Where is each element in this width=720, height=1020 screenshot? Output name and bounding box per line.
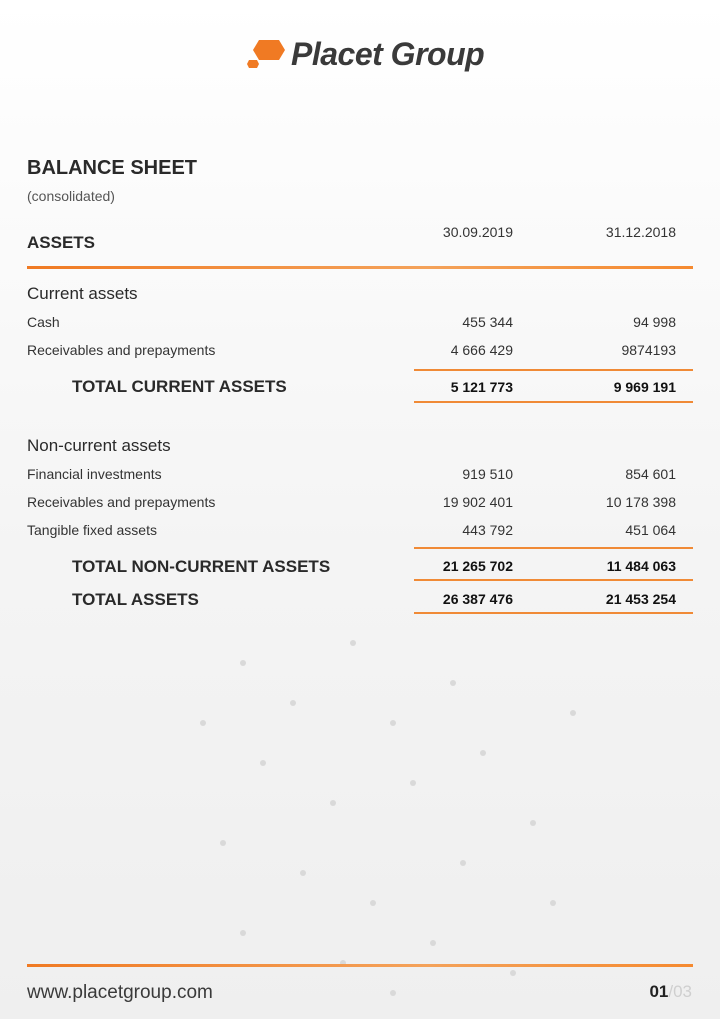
cell-tangible-assets-2018: 451 064 xyxy=(625,522,676,538)
row-label-receivables: Receivables and prepayments xyxy=(27,342,216,358)
total-noncurrent-assets-2019: 21 265 702 xyxy=(442,558,513,574)
total-rule-bottom xyxy=(414,612,693,614)
cell-cash-2018: 94 998 xyxy=(633,314,676,330)
footer-divider xyxy=(27,964,693,967)
cell-tangible-assets-2019: 443 792 xyxy=(462,522,513,538)
cell-financial-investments-2018: 854 601 xyxy=(625,466,676,482)
row-label-tangible-assets: Tangible fixed assets xyxy=(27,522,157,538)
page-title: BALANCE SHEET xyxy=(27,157,198,179)
total-rule-top xyxy=(414,547,693,549)
total-rule-middle xyxy=(414,579,693,581)
total-assets-label: TOTAL ASSETS xyxy=(72,590,199,609)
page-subtitle: (consolidated) xyxy=(27,188,115,204)
brand-logo xyxy=(245,34,484,74)
column-header-2018: 31.12.2018 xyxy=(605,224,676,240)
cell-financial-investments-2019: 919 510 xyxy=(462,466,513,482)
page-indicator xyxy=(649,982,692,1002)
brand-name: Placet Group xyxy=(291,35,485,72)
total-rule-bottom xyxy=(414,401,693,403)
total-assets-2019: 26 387 476 xyxy=(442,591,513,607)
hexagon-logo-icon xyxy=(245,36,289,72)
total-current-assets-2018: 9 969 191 xyxy=(613,379,676,395)
row-label-financial-investments: Financial investments xyxy=(27,466,162,482)
cell-cash-2019: 455 344 xyxy=(462,314,513,330)
cell-nc-receivables-2019: 19 902 401 xyxy=(442,494,513,510)
background-dot-pattern xyxy=(150,600,650,1020)
total-pages: /03 xyxy=(668,982,692,1001)
column-header-2019: 30.09.2019 xyxy=(442,224,513,240)
footer-website-link[interactable]: www.placetgroup.com xyxy=(27,982,213,1003)
noncurrent-assets-heading: Non-current assets xyxy=(27,436,171,455)
total-assets-2018: 21 453 254 xyxy=(605,591,676,607)
row-label-nc-receivables: Receivables and prepayments xyxy=(27,494,216,510)
current-page-number: 01 xyxy=(649,982,669,1001)
total-noncurrent-assets-label: TOTAL NON-CURRENT ASSETS xyxy=(72,557,331,576)
section-divider xyxy=(27,266,693,269)
current-assets-heading: Current assets xyxy=(27,284,138,303)
total-current-assets-2019: 5 121 773 xyxy=(450,379,513,395)
cell-nc-receivables-2018: 10 178 398 xyxy=(605,494,676,510)
total-noncurrent-assets-2018: 11 484 063 xyxy=(606,558,676,574)
total-current-assets-label: TOTAL CURRENT ASSETS xyxy=(72,377,287,396)
assets-heading: ASSETS xyxy=(27,233,96,252)
row-label-cash: Cash xyxy=(27,314,60,330)
cell-receivables-2019: 4 666 429 xyxy=(450,342,513,358)
total-rule-top xyxy=(414,369,693,371)
cell-receivables-2018: 9874193 xyxy=(621,342,676,358)
